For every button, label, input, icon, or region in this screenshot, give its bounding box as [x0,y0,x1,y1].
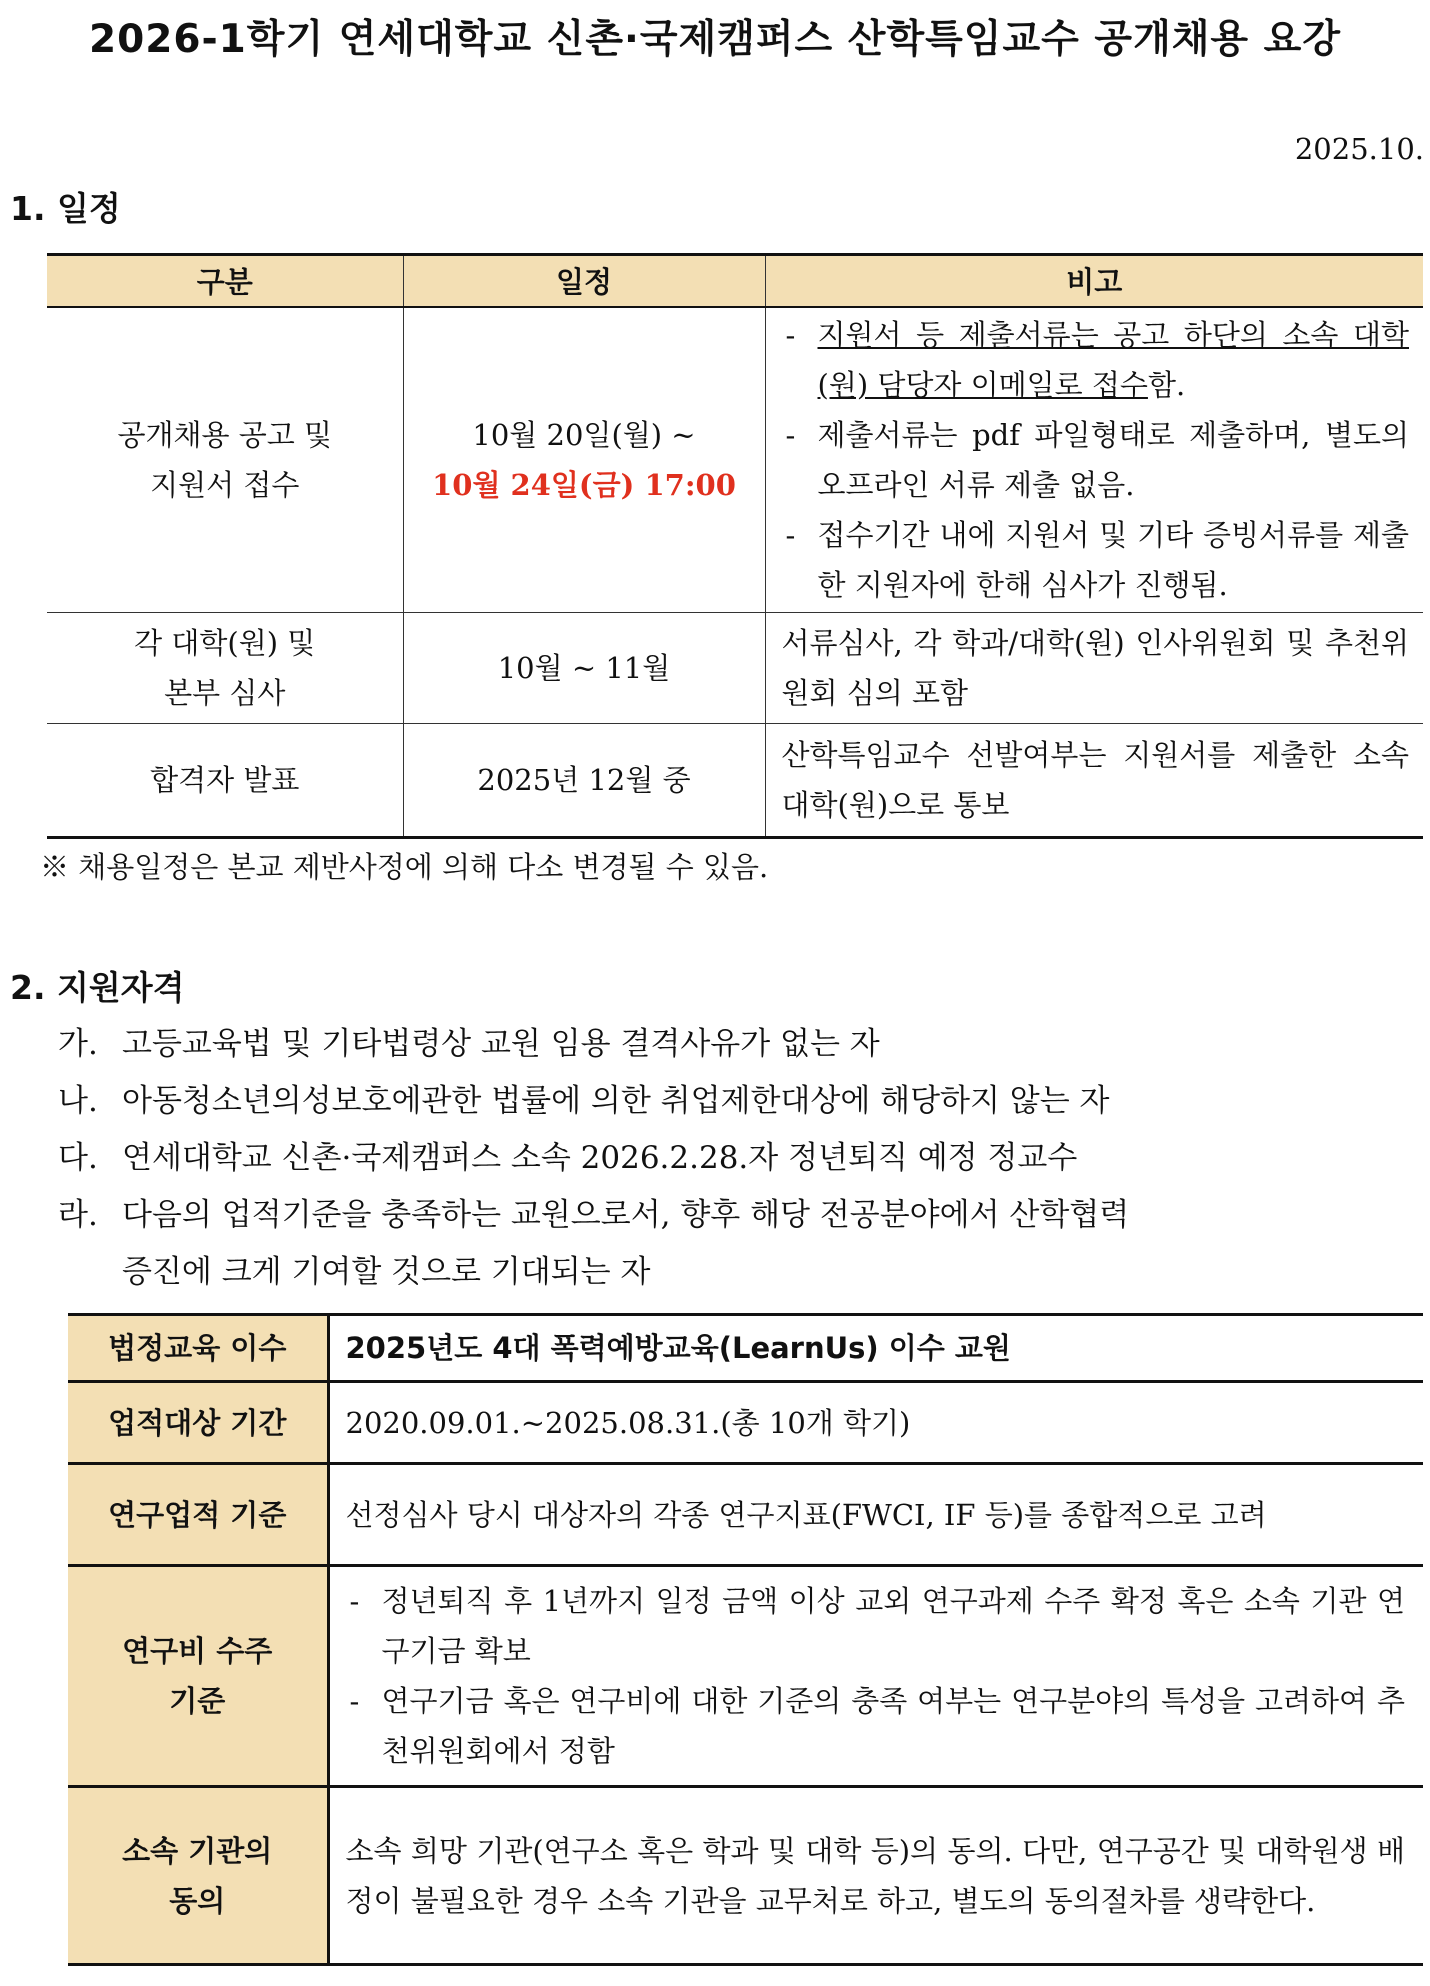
criteria-bullet: - 연구기금 혹은 연구비에 대한 기준의 충족 여부는 연구분야의 특성을 고려하여 추천위원회에서 정함 [346,1676,1406,1776]
header-schedule: 일정 [403,255,765,307]
qualification-item-continuation: 증진에 크게 기여할 것으로 기대되는 자 [122,1254,651,1290]
criteria-value: 2020.09.01.~2025.08.31.(총 10개 학기) [328,1382,1423,1464]
criteria-table [68,1313,1423,1966]
criteria-label: 법정교육 이수 [68,1315,328,1382]
header-category: 구분 [47,255,403,307]
schedule-row-review [47,613,1423,724]
schedule-row-announcement [47,724,1423,838]
row-schedule: 2025년 12월 중 [403,724,765,838]
criteria-value [328,1566,1423,1787]
deadline-highlight: 10월 24일(금) 17:00 [432,467,736,502]
document-date: 2025.10. [1294,132,1424,166]
row-label: 공개채용 공고 및 지원서 접수 [47,307,403,613]
qualification-item: 가. 고등교육법 및 기타법령상 교원 임용 결격사유가 없는 자 [58,1026,880,1062]
note-item: - 지원서 등 제출서류는 공고 하단의 소속 대학(원) 담당자 이메일로 접수함. [782,310,1410,410]
note-item: - 제출서류는 pdf 파일형태로 제출하며, 별도의 오프라인 서류 제출 없음. [782,410,1410,510]
qualification-item: 라. 다음의 업적기준을 충족하는 교원으로서, 향후 해당 전공분야에서 산학협력 [58,1197,1130,1233]
qualification-item: 다. 연세대학교 신촌·국제캠퍼스 소속 2026.2.28.자 정년퇴직 예정 정교수 [58,1140,1078,1176]
row-notes [765,307,1423,613]
row-schedule: 10월 ~ 11월 [403,613,765,724]
criteria-label: 업적대상 기간 [68,1382,328,1464]
row-schedule: 10월 20일(월) ~ 10월 24일(금) 17:00 [403,307,765,613]
row-notes: 서류심사, 각 학과/대학(원) 인사위원회 및 추천위원회 심의 포함 [765,613,1423,724]
criteria-value: 2025년도 4대 폭력예방교육(LearnUs) 이수 교원 [328,1315,1423,1382]
row-notes: 산학특임교수 선발여부는 지원서를 제출한 소속 대학(원)으로 통보 [765,724,1423,838]
section-2-title: 2. 지원자격 [10,968,185,1007]
schedule-row-application [47,307,1423,613]
criteria-label: 소속 기관의 동의 [68,1787,328,1965]
section-1-title: 1. 일정 [10,189,121,228]
criteria-row-training [68,1315,1423,1382]
schedule-footnote: ※ 채용일정은 본교 제반사정에 의해 다소 변경될 수 있음. [40,850,769,884]
criteria-value: 선정심사 당시 대상자의 각종 연구지표(FWCI, IF 등)를 종합적으로 고려 [328,1464,1423,1566]
criteria-row-period [68,1382,1423,1464]
criteria-label: 연구업적 기준 [68,1464,328,1566]
criteria-row-funding [68,1566,1423,1787]
schedule-header-row [47,255,1423,307]
document-title: 2026-1학기 연세대학교 신촌·국제캠퍼스 산학특임교수 공개채용 요강 [88,17,1342,62]
criteria-label: 연구비 수주 기준 [68,1566,328,1787]
criteria-value: 소속 희망 기관(연구소 혹은 학과 및 대학 등)의 동의. 다만, 연구공간 및 대학원생 배정이 불필요한 경우 소속 기관을 교무처로 하고, 별도의 동의절차를 생략한다. [328,1787,1423,1965]
qualification-item: 나. 아동청소년의성보호에관한 법률에 의한 취업제한대상에 해당하지 않는 자 [58,1083,1110,1119]
row-label: 각 대학(원) 및 본부 심사 [47,613,403,724]
criteria-bullet: - 정년퇴직 후 1년까지 일정 금액 이상 교외 연구과제 수주 확정 혹은 소속 기관 연구기금 확보 [346,1576,1406,1676]
row-label: 합격자 발표 [47,724,403,838]
schedule-table [47,253,1423,839]
header-remarks: 비고 [765,255,1423,307]
note-item: - 접수기간 내에 지원서 및 기타 증빙서류를 제출한 지원자에 한해 심사가 진행됨. [782,510,1410,610]
criteria-row-consent [68,1787,1423,1965]
criteria-row-research [68,1464,1423,1566]
